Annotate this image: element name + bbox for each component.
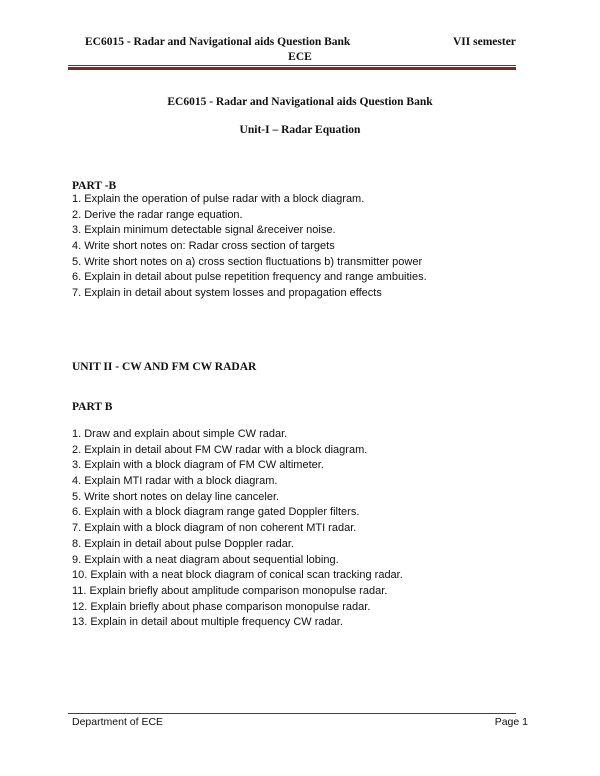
unit2-title: UNIT II - CW AND FM CW RADAR: [72, 361, 257, 373]
header-semester: VII semester: [453, 36, 516, 48]
list-item: 7. Explain with a block diagram of non coherent MTI radar.: [72, 522, 357, 535]
list-item: 8. Explain in detail about pulse Doppler radar.: [72, 537, 294, 550]
list-item: 3. Explain with a block diagram of FM CW altimeter.: [72, 459, 324, 472]
list-item: 3. Explain minimum detectable signal &receiver noise.: [72, 224, 336, 237]
list-item: 6. Explain in detail about pulse repetition frequency and range ambuities.: [72, 271, 427, 284]
list-item: 2. Explain in detail about FM CW radar with a block diagram.: [72, 443, 368, 456]
list-item: 1. Draw and explain about simple CW radar.: [72, 428, 288, 440]
list-item: 13. Explain in detail about multiple frequency CW radar.: [72, 616, 343, 629]
unit1-part-heading: PART -B: [72, 180, 117, 192]
list-item: 5. Write short notes on a) cross section fluctuations b) transmitter power: [72, 255, 423, 268]
list-item: 6. Explain with a block diagram range gated Doppler filters.: [72, 506, 360, 519]
list-item: 12. Explain briefly about phase comparison monopulse radar.: [72, 600, 371, 613]
list-item: 11. Explain briefly about amplitude comparison monopulse radar.: [72, 584, 388, 597]
list-item: 10. Explain with a neat block diagram of conical scan tracking radar.: [72, 569, 403, 582]
list-item: 7. Explain in detail about system losses and propagation effects: [72, 287, 382, 300]
header-department: ECE: [288, 51, 312, 63]
header-rule-thick: [68, 67, 516, 70]
footer-page-number: Page 1: [494, 716, 528, 728]
header-rule-thin: [68, 65, 516, 66]
list-item: 4. Explain MTI radar with a block diagram.: [72, 475, 278, 488]
list-item: 5. Write short notes on delay line canceler.: [72, 490, 280, 503]
header-course-title: EC6015 - Radar and Navigational aids Question Bank: [85, 36, 351, 48]
unit1-title: Unit-I – Radar Equation: [239, 124, 361, 136]
footer-department: Department of ECE: [72, 716, 164, 728]
list-item: 9. Explain with a neat diagram about sequential lobing.: [72, 553, 339, 566]
list-item: 2. Derive the radar range equation.: [72, 208, 243, 221]
list-item: 4. Write short notes on: Radar cross section of targets: [72, 240, 335, 253]
document-title: EC6015 - Radar and Navigational aids Question Bank: [167, 96, 433, 108]
list-item: 1. Explain the operation of pulse radar with a block diagram.: [72, 193, 365, 205]
footer-rule: [68, 713, 516, 714]
unit2-question-list: [72, 427, 403, 631]
unit1-question-list: [72, 192, 427, 302]
unit2-part-heading: PART B: [72, 401, 113, 413]
